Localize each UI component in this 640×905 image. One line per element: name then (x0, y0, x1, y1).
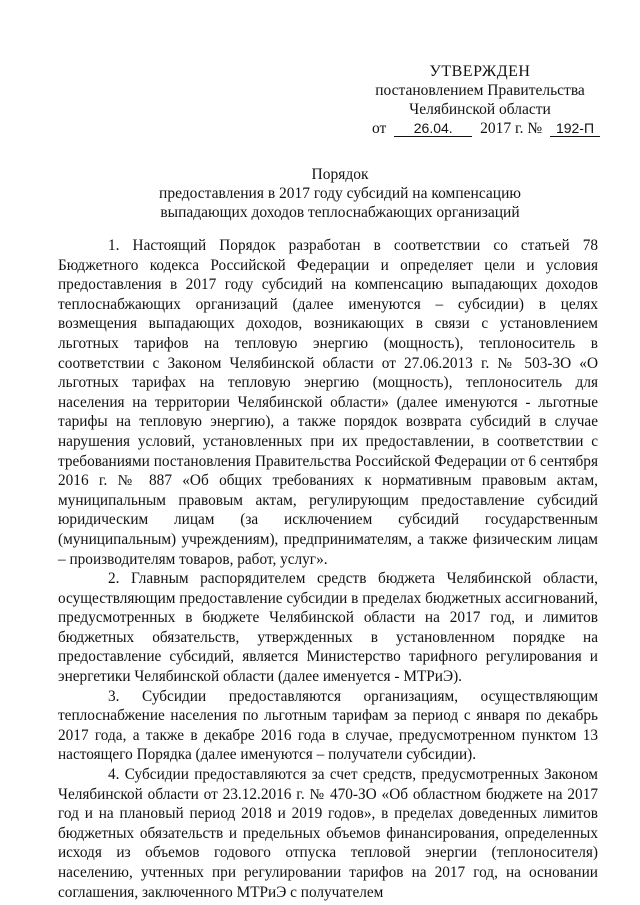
paragraph-4: 4. Субсидии предоставляются за счет средств, предусмотренных Законом Челябинской области от 23.12.2016 г. № 470-ЗО «Об областном бюджете на 2017 год и на плановый период 2018 и 2019 годов», в пределах доведенных лимитов бюджетных обязательств и предельных объемов финансирования, определенных исходя из объемов годового отпуска тепловой энергии (теплоносителя) населению, учтенных при регулировании тарифов на 2017 год, на основании соглашения, заключенного МТРиЭ с получателем (58, 766, 598, 901)
title-line-1: Порядок (311, 166, 369, 183)
approval-from-label: от (372, 120, 387, 137)
paragraph-1: 1. Настоящий Порядок разработан в соответствии со статьей 78 Бюджетного кодекса Российской Федерации и определяет цели и условия предоставления в 2017 году субсидий на компенсацию выпадающих доходов теплоснабжающих организаций (далее именуются – субсидии) в целях возмещения выпадающих доходов, возникающих в связи с установлением льготных тарифов на тепловую энергию (мощность), теплоноситель в соответствии с Законом Челябинской области от 27.06.2013 г. № 503-ЗО «О льготных тарифах на тепловую энергию (мощность), теплоноситель для населения на территории Челябинской области» (далее именуются - льготные тарифы на тепловую энергию), а также порядок возврата субсидий в случае нарушения условий, установленных при их предоставлении, в соответствии с требованиями постановления Правительства Российской Федерации от 6 сентября 2016 г. № 887 «Об общих требованиях к нормативным правовым актам, муниципальным правовым актам, регулирующим предоставление субсидий юридическим лицам (за исключением субсидий государственным (муниципальным) учреждениям), предпринимателям, а также физическим лицам – производителям товаров, работ, услуг». (58, 237, 598, 568)
approval-heading: УТВЕРЖДЕН (429, 63, 531, 80)
paragraph-2: 2. Главным распорядителем средств бюджета Челябинской области, осуществляющим предоставление субсидии в пределах бюджетных ассигнований, предусмотренных в бюджете Челябинской области на 2017 год, и лимитов бюджетных обязательств, утвержденных в установленном порядке на предоставление субсидий, является Министерство тарифного регулирования и энергетики Челябинской области (далее именуется - МТРиЭ). (58, 570, 598, 686)
document-body (58, 236, 598, 902)
approval-year-label: 2017 г. № (480, 120, 543, 137)
approval-number-value: 192-П (550, 121, 600, 137)
approval-line-2: Челябинской области (409, 101, 551, 118)
approval-date-value: 26.04. (394, 121, 472, 137)
approval-date-line (350, 119, 600, 138)
title-line-3: выпадающих доходов теплоснабжающих организаций (160, 204, 520, 221)
title-line-2: предоставления в 2017 году субсидий на компенсацию (159, 185, 521, 202)
approval-line-1: постановлением Правительства (375, 82, 585, 99)
document-title (60, 165, 620, 222)
approval-stamp (360, 62, 600, 138)
paragraph-3: 3. Субсидии предоставляются организациям, осуществляющим теплоснабжение населения по льготным тарифам за период с января по декабрь 2017 года, а также в декабре 2016 года в случае, предусмотренном пунктом 13 настоящего Порядка (далее именуются – получатели субсидии). (58, 687, 598, 764)
